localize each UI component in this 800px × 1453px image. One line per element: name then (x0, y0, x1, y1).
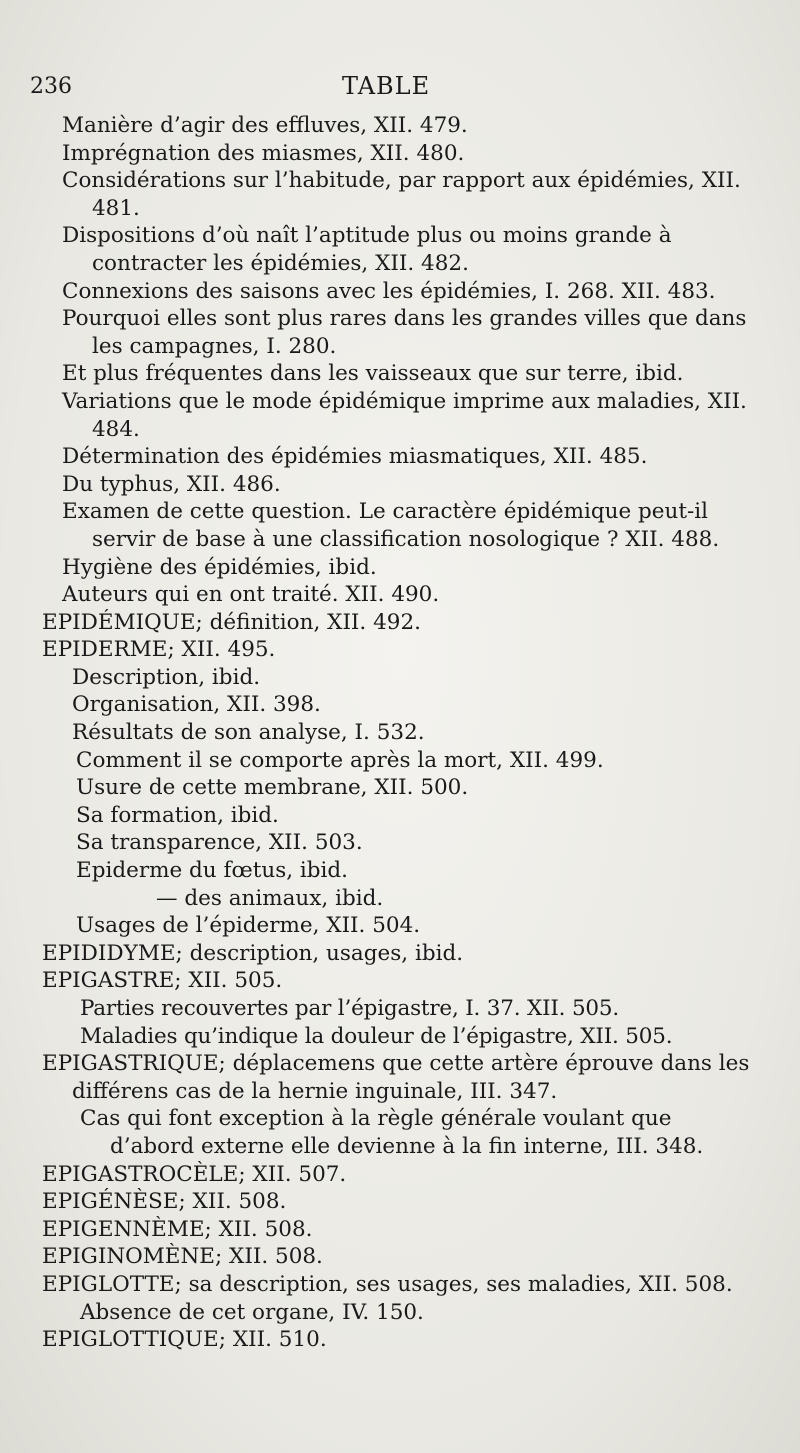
index-heading-entry: EPIGASTRIQUE; déplacemens que cette artère éprouve dans les différens cas de la hernie inguinale, III. 347. (42, 1051, 750, 1104)
index-heading-entry: EPIGASTRE; XII. 505. (42, 968, 283, 994)
index-entry: Manière d’agir des effluves, XII. 479. (62, 113, 468, 138)
index-entry: Description, ibid. (72, 664, 261, 690)
index-entry: Auteurs qui en ont traité. XII. 490. (62, 582, 440, 608)
index-entry: Maladies qu’indique la douleur de l’épigastre, XII. 505. (80, 1023, 673, 1049)
index-heading-entry: EPIGASTROCÈLE; XII. 507. (42, 1161, 347, 1187)
index-heading-entry: EPIDÉMIQUE; définition, XII. 492. (42, 609, 421, 635)
index-entry: Hygiène des épidémies, ibid. (62, 554, 377, 580)
index-entry: Connexions des saisons avec les épidémies, I. 268. XII. 483. (62, 278, 716, 304)
index-heading-entry: EPIGLOTTE; sa description, ses usages, ses maladies, XII. 508. (42, 1271, 733, 1297)
index-entry: Variations que le mode épidémique imprime aux maladies, XII. 484. (62, 388, 747, 442)
index-entry: Absence de cet organe, IV. 150. (80, 1299, 424, 1325)
index-heading-entry: EPIGENNÈME; XII. 508. (42, 1216, 313, 1242)
index-entry: Pourquoi elles sont plus rares dans les grandes villes que dans les campagnes, I. 280. (62, 306, 747, 359)
index-entry: Et plus fréquentes dans les vaisseaux que sur terre, ibid. (62, 361, 684, 387)
index-entry: Dispositions d’où naît l’aptitude plus ou moins grande à contracter les épidémies, XII. 482. (62, 223, 672, 276)
index-entry: — des animaux, ibid. (156, 885, 384, 911)
index-entry: Comment il se comporte après la mort, XII. 499. (76, 747, 604, 773)
index-heading-entry: EPIGÉNÈSE; XII. 508. (42, 1189, 287, 1215)
index-heading-entry: EPIGINOMÈNE; XII. 508. (42, 1244, 323, 1270)
index-entry: Usages de l’épiderme, XII. 504. (76, 913, 421, 939)
page-number: 236 (30, 74, 72, 99)
index-heading-entry: EPIDIDYME; description, usages, ibid. (42, 940, 464, 966)
page-header (30, 72, 770, 108)
index-entry: Epiderme du fœtus, ibid. (76, 858, 349, 884)
index-entry: Détermination des épidémies miasmatiques, XII. 485. (62, 444, 648, 470)
index-entry: Imprégnation des miasmes, XII. 480. (62, 140, 465, 166)
index-entry: Organisation, XII. 398. (72, 692, 321, 718)
index-entry: Cas qui font exception à la règle générale voulant que d’abord externe elle devienne à la fin interne, III. 348. (80, 1106, 704, 1159)
index-entry: Parties recouvertes par l’épigastre, I. 37. XII. 505. (80, 996, 620, 1021)
index-entries (0, 112, 800, 1354)
index-entry: Sa formation, ibid. (76, 802, 279, 828)
index-heading-entry: EPIGLOTTIQUE; XII. 510. (42, 1327, 327, 1353)
index-entry: Résultats de son analyse, I. 532. (72, 720, 425, 746)
index-entry: Usure de cette membrane, XII. 500. (76, 775, 469, 801)
index-entry: Examen de cette question. Le caractère épidémique peut-il servir de base à une classification nosologique ? XII. 488. (62, 499, 720, 552)
index-entry: Sa transparence, XII. 503. (76, 830, 363, 856)
index-entry: Du typhus, XII. 486. (62, 471, 281, 497)
running-title: TABLE (342, 72, 431, 100)
index-heading-entry: EPIDERME; XII. 495. (42, 637, 276, 663)
index-entry: Considérations sur l’habitude, par rapport aux épidémies, XII. 481. (62, 168, 741, 221)
